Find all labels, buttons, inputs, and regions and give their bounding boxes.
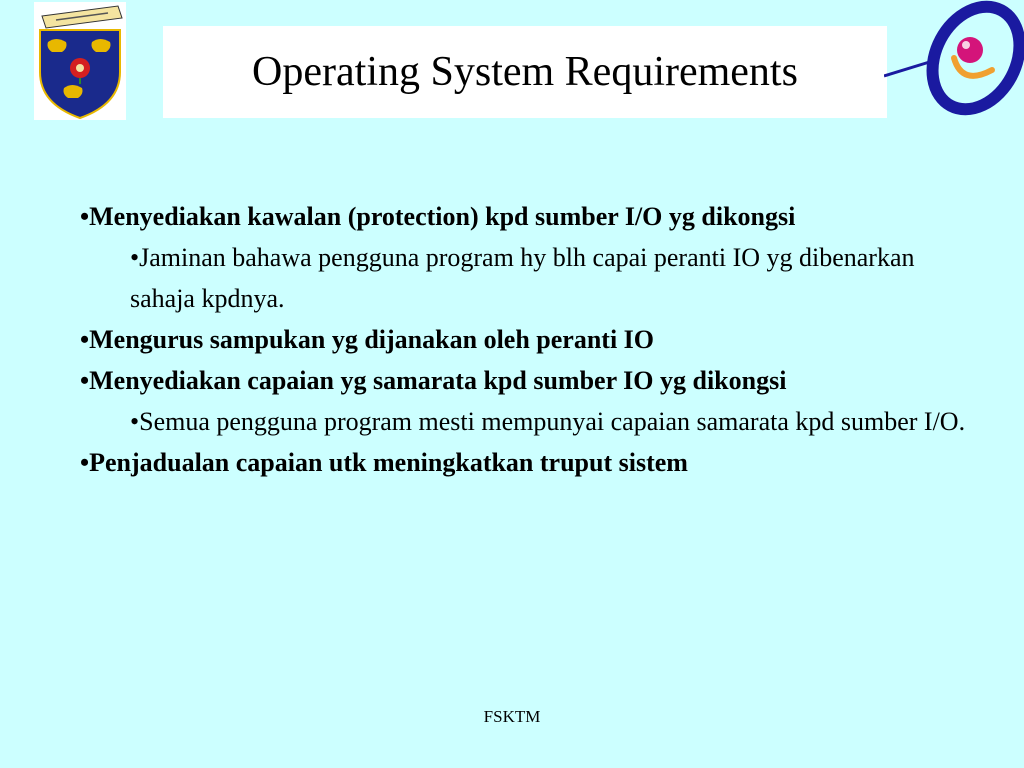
bullet-text: Mengurus sampukan yg dijanakan oleh peranti IO	[89, 325, 655, 354]
sub-bullet-item	[80, 401, 980, 442]
bullet-text: Menyediakan capaian yg samarata kpd sumber IO yg dikongsi	[89, 366, 787, 395]
bullet-text: Menyediakan kawalan (protection) kpd sumber I/O yg dikongsi	[89, 202, 796, 231]
bullet-glyph: •	[130, 407, 140, 436]
bullet-text: Semua pengguna program mesti mempunyai capaian samarata kpd sumber I/O.	[139, 407, 966, 436]
sub-bullet-item	[80, 237, 980, 319]
bullet-glyph: •	[130, 243, 140, 272]
slide-footer: FSKTM	[483, 707, 541, 726]
bullet-text: Penjadualan capaian utk meningkatkan truput sistem	[89, 448, 688, 477]
bullet-item	[80, 196, 980, 237]
fsktm-logo-icon	[884, 0, 1024, 120]
bullet-item	[80, 319, 980, 360]
university-crest-icon	[34, 2, 126, 120]
bullet-glyph: •	[80, 448, 90, 477]
bullet-glyph: •	[80, 202, 90, 231]
slide-body	[80, 196, 980, 483]
bullet-item	[80, 360, 980, 401]
title-box	[163, 26, 887, 118]
bullet-text: Jaminan bahawa pengguna program hy blh capai peranti IO yg dibenarkan sahaja kpdnya.	[130, 243, 915, 313]
slide-title: Operating System Requirements	[252, 49, 798, 95]
bullet-glyph: •	[80, 366, 90, 395]
bullet-item	[80, 442, 980, 483]
bullet-glyph: •	[80, 325, 90, 354]
